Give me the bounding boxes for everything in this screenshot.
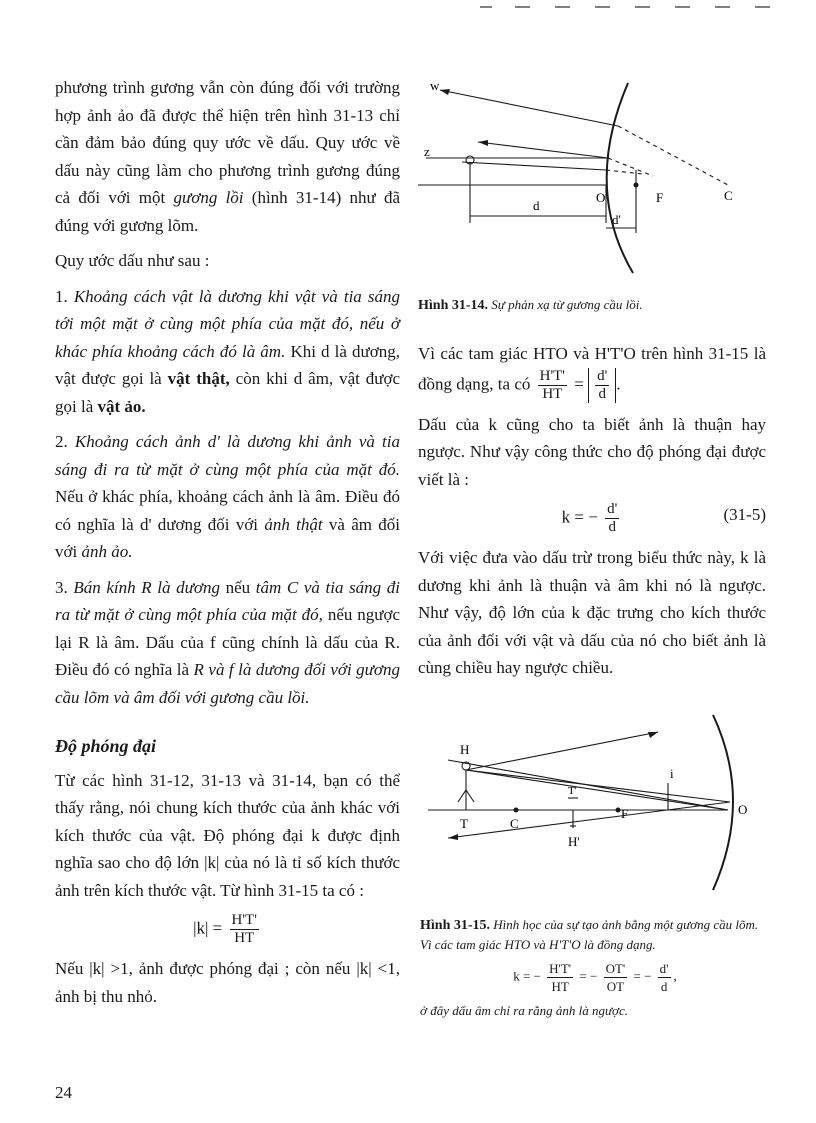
caption-31-14: Hình 31-14. Sự phản xạ từ gương cầu lồi. bbox=[418, 297, 643, 313]
label-H: H bbox=[460, 742, 470, 757]
sign-rule-2: 2. Khoảng cách ảnh d' là dương khi ảnh và tia sáng đi ra từ mặt ở cùng một phía của mặt đó. Nếu ở khác phía, khoảng cách ảnh là âm. Điều đó có nghĩa là d' dương đối với ảnh thật và âm đối với ảnh ảo. bbox=[55, 432, 401, 561]
paragraph-minus-sign: Với việc đưa vào dấu trừ trong biểu thức này, k là dương khi ảnh là thuận và âm khi nó là ngược. Như vậy, độ lớn của k đặc trưng cho kích thước của ảnh đối với vật và dấu của nó cho biết ảnh là cùng chiều hay ngược chiều. bbox=[418, 548, 766, 677]
sign-rule-3: 3. Bán kính R là dương nếu tâm C và tia sáng đi ra từ mặt ở cùng một phía của mặt đó, nếu ngược lại R là âm. Dấu của f cũng chính là dấu của R. Điều đó có nghĩa là R và f là dương đối với gương cầu lõm và âm đối với gương cầu lồi. bbox=[55, 577, 401, 707]
label-C: C bbox=[510, 816, 519, 831]
figure-31-15 bbox=[428, 710, 768, 900]
label-C: C bbox=[724, 188, 733, 203]
label-Hprime: H' bbox=[568, 834, 580, 849]
paragraph-sign-rule-intro: Quy ước dấu như sau : bbox=[55, 251, 210, 270]
page-number: 24 bbox=[55, 1083, 72, 1102]
paragraph-magnification: Từ các hình 31-12, 31-13 và 31-14, bạn có thể thấy rằng, nói chung kích thước của ảnh khác với kích thước của vật. Độ phóng đại k được định nghĩa sao cho độ lớn |k| của nó là tỉ số kích thước ảnh trên kích thước vật. Từ hình 31-15 ta có : bbox=[55, 770, 400, 900]
label-T: T bbox=[460, 816, 468, 831]
label-dprime: d' bbox=[612, 212, 621, 227]
right-column bbox=[418, 340, 766, 690]
caption-equation: k = − $\frac{H'T'}{HT}$ = − $\frac{OT'}{OT}$ = − $\frac{d'}{d}$ , bbox=[513, 961, 677, 994]
paragraph-magnified: Nếu |k| >1, ảnh được phóng đại ; còn nếu |k| <1, ảnh bị thu nhỏ. bbox=[55, 959, 400, 1006]
caption-31-15: Hình 31-15. Hình học của sự tạo ảnh bằng một gương cầu lõm. Vì các tam giác HTO và H'T'O là đồng dạng. k = − $\frac{H'T'}{HT}$ = − $\frac{OT'}{OT}$ = − $\frac{d'}{d}$ , ở đây dấu âm chỉ ra rằng ảnh là ngược. bbox=[420, 915, 770, 1020]
label-w: w bbox=[430, 78, 440, 93]
left-column bbox=[55, 74, 400, 1018]
label-O: O bbox=[596, 190, 606, 205]
top-border-dashes bbox=[470, 0, 800, 14]
sign-rule-1: 1. Khoảng cách vật là dương khi vật và tia sáng tới một mặt ở cùng một phía của mặt đó, nếu ở khác phía khoảng cách đó là âm. Khi d là dương, vật được gọi là vật thật, còn khi d âm, vật được gọi là vật ảo. bbox=[55, 286, 400, 416]
paragraph-similar-triangles: Vì các tam giác HTO và H'T'O trên hình 31-15 là đồng dạng, ta có $\frac{H'T'}{HT}$ = $\frac{d'}{d}$ . bbox=[418, 344, 766, 402]
label-F: F bbox=[621, 806, 629, 821]
label-O: O bbox=[738, 802, 748, 817]
section-heading: Độ phóng đại bbox=[55, 736, 157, 756]
paragraph-intro: phương trình gương vẫn còn đúng đối với trường hợp ảnh ảo đã được thể hiện trên hình 31-13 chỉ cần đảm bảo đúng quy ước về dấu. Quy ước về dấu này cũng làm cho phương trình gương đúng cả đối với một gương lồi (hình 31-14) như đã đúng với gương lõm. bbox=[55, 78, 400, 235]
figure-31-14 bbox=[418, 78, 763, 278]
label-Tprime: T' bbox=[568, 785, 577, 797]
label-d: d bbox=[533, 198, 540, 213]
label-F: F bbox=[656, 190, 664, 205]
paragraph-sign-k: Dấu của k cũng cho ta biết ảnh là thuận hay ngược. Như vậy công thức cho độ phóng đại được viết là : bbox=[418, 414, 766, 489]
equation-k-abs: |k| = $\frac{H'T'}{HT}$ bbox=[193, 912, 257, 946]
label-i: i bbox=[670, 766, 674, 781]
equation-31-5: k = − $\frac{d'}{d}$ (31-5) bbox=[561, 501, 766, 535]
label-z: z bbox=[424, 144, 430, 159]
